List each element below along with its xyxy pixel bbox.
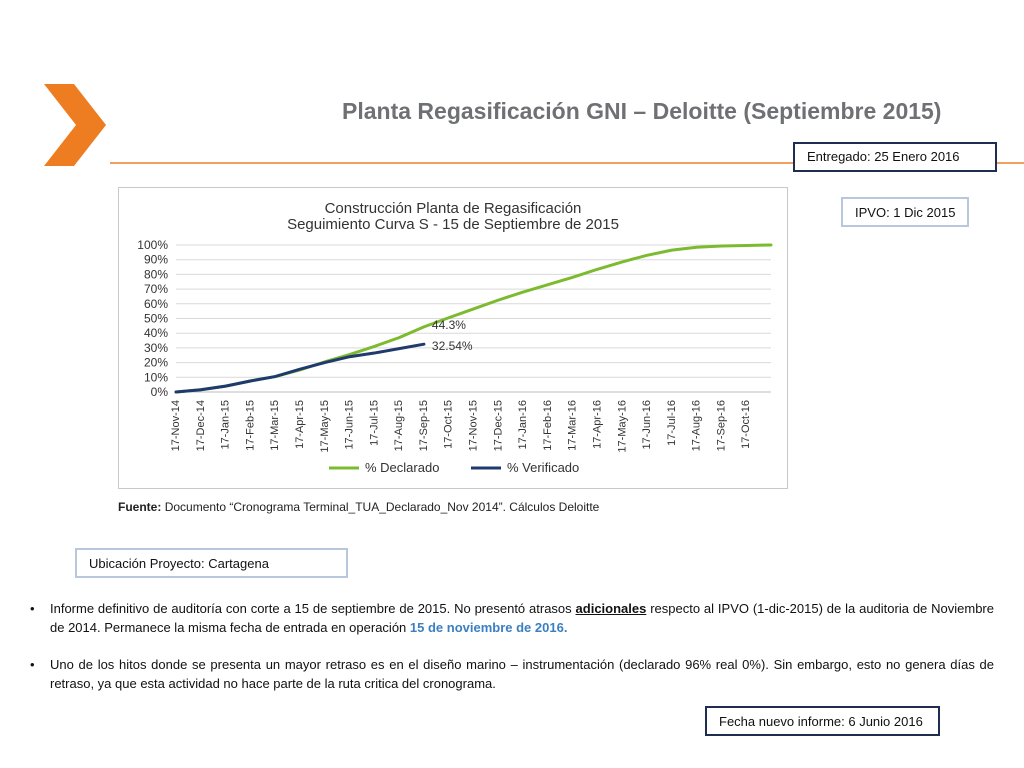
location-box: Ubicación Proyecto: Cartagena [75, 548, 348, 578]
y-tick-label: 40% [143, 326, 168, 341]
y-tick-label: 20% [143, 355, 168, 370]
x-tick-label: 17-Apr-16 [591, 400, 604, 449]
y-tick-label: 0% [150, 385, 168, 399]
s-curve-chart [119, 188, 787, 488]
x-tick-label: 17-May-15 [318, 400, 331, 453]
chart-title: Construcción Planta de Regasificación [324, 200, 582, 217]
x-tick-label: 17-May-16 [616, 400, 629, 453]
y-tick-label: 90% [143, 252, 168, 267]
x-tick-label: 17-Oct-15 [442, 400, 455, 449]
bullet-1-highlight: 15 de noviembre de 2016. [409, 620, 568, 635]
x-tick-label: 17-Jun-15 [343, 400, 356, 450]
x-tick-label: 17-Apr-15 [293, 400, 306, 449]
next-report-date-box: Fecha nuevo informe: 6 Junio 2016 [705, 706, 940, 736]
legend-label-declarado: % Declarado [365, 460, 440, 475]
legend-label-verificado: % Verificado [507, 460, 580, 475]
y-tick-label: 10% [143, 370, 168, 385]
x-tick-label: 17-Jul-16 [665, 400, 678, 446]
y-tick-label: 50% [143, 311, 168, 326]
x-tick-label: 17-Nov-14 [170, 400, 182, 452]
chevron-right-icon [44, 84, 106, 166]
bullet-dot: • [30, 601, 35, 616]
bullet-list [28, 599, 994, 711]
x-tick-label: 17-Feb-16 [541, 400, 554, 451]
y-tick-label: 70% [143, 282, 168, 297]
source-note [118, 500, 599, 514]
bullet-1-text: Informe definitivo de auditoría con corte a 15 de septiembre de 2015. No presentó atrasos [50, 601, 576, 616]
data-label-declarado: 44.3% [431, 317, 466, 332]
ipvo-date-box: IPVO: 1 Dic 2015 [841, 197, 969, 227]
bullet-item [28, 655, 994, 693]
x-tick-label: 17-Jun-16 [641, 400, 654, 450]
x-tick-label: 17-Aug-15 [393, 400, 406, 452]
x-tick-label: 17-Jan-16 [517, 400, 530, 450]
chart-subtitle: Seguimiento Curva S - 15 de Septiembre de 2015 [287, 216, 619, 233]
bullet-2-text: Uno de los hitos donde se presenta un mayor retraso es en el diseño marino – instrumentación (declarado 96% real 0%). Sin embargo, esto no genera días de retraso, ya que esta actividad no hace parte de la ruta critica del cronograma. [50, 657, 994, 691]
y-tick-label: 80% [143, 267, 168, 282]
chart-frame [118, 187, 788, 489]
bullet-item [28, 599, 994, 637]
bullet-1-text-cont: respecto al IPVO (1-dic-2015) de la auditoria de Noviembre de 2014. Permanece la misma fecha de entrada en operación [50, 601, 994, 635]
x-tick-label: 17-Oct-16 [740, 400, 753, 449]
x-tick-label: 17-Jul-15 [368, 400, 381, 446]
x-tick-label: 17-Nov-15 [467, 400, 480, 452]
delivered-date-box: Entregado: 25 Enero 2016 [793, 142, 997, 172]
x-tick-label: 17-Sep-15 [417, 400, 430, 452]
y-tick-label: 100% [137, 238, 168, 252]
x-tick-label: 17-Aug-16 [690, 400, 703, 452]
y-tick-label: 30% [143, 340, 168, 355]
bullet-1-underlined: adicionales [575, 601, 647, 616]
y-tick-label: 60% [143, 296, 168, 311]
bullet-dot: • [30, 657, 35, 672]
x-tick-label: 17-Feb-15 [244, 400, 257, 451]
x-tick-label: 17-Sep-16 [715, 400, 728, 452]
x-tick-label: 17-Mar-15 [269, 400, 282, 451]
source-text: Documento “Cronograma Terminal_TUA_Declarado_Nov 2014”. Cálculos Deloitte [164, 500, 600, 514]
x-tick-label: 17-Dec-15 [492, 400, 505, 452]
x-tick-label: 17-Dec-14 [194, 400, 207, 452]
data-label-verificado: 32.54% [431, 339, 473, 354]
x-tick-label: 17-Jan-15 [219, 400, 232, 450]
page-title: Planta Regasificación GNI – Deloitte (Septiembre 2015) [342, 98, 942, 124]
source-label: Fuente: [118, 500, 162, 514]
series-line-verificado [176, 344, 424, 392]
x-tick-label: 17-Mar-16 [566, 400, 579, 451]
